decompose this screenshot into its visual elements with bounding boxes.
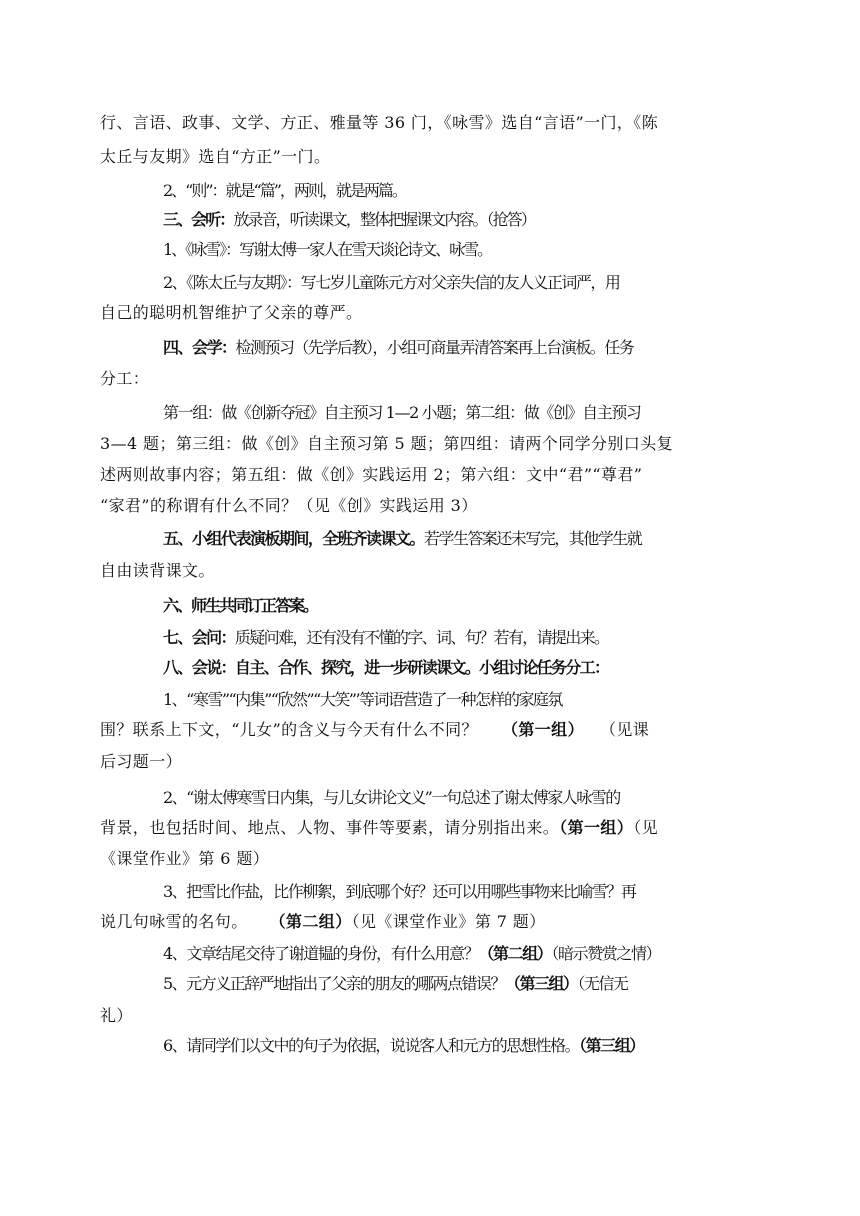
text-line [100,561,740,581]
line-text: 5、元方义正辞严地指出了父亲的朋友的哪两点错误？ [163,974,505,993]
line-text: 后习题一） [100,752,183,771]
heading-text: 三、会听： [163,210,234,229]
text-line [100,720,740,740]
text-line [163,273,803,293]
text-line [163,240,803,260]
text-line [100,912,740,932]
line-text: 述两则故事内容；第五组：做《创》实践运用 2；第六组：文中“君”“尊君” [100,465,643,484]
line-text: 若学生答案还未写完，其他学生就 [423,529,642,548]
text-line [100,465,740,485]
text-line [100,434,740,454]
text-line [163,181,803,201]
line-text: 2、《陈太丘与友期》：写七岁儿童陈元方对父亲失信的友人义正词严，用 [163,273,620,292]
text-line [100,496,740,516]
section-heading [163,529,803,549]
text-line [100,147,740,167]
line-text: 1、《咏雪》：写谢太傅一家人在雪天谈论诗文、咏雪。 [163,240,492,259]
text-line [163,1036,803,1056]
group-tag: （第一组） [501,720,584,739]
line-text: 3、把雪比作盐，比作柳絮，到底哪个好？还可以用哪些事物来比喻雪？再 [163,882,636,901]
section-heading [163,628,803,648]
group-tag: （第二组） [277,912,352,931]
line-text: 自由读背课文。 [100,561,215,580]
text-line [163,403,803,423]
heading-text: 七、会问： [163,628,235,647]
line-text: 2、“谢太傅寒雪日内集，与儿女讲论文义”一句总述了谢太傅家人咏雪的 [163,788,620,807]
line-text: 检测预习（先学后教），小组可商量弄清答案再上台演板。任务 [235,338,634,357]
line-text: 2、“则”：就是“篇”，两则，就是两篇。 [163,181,406,200]
line-text: 背景，也包括时间、地点、人物、事件等要素，请分别指出来。 [100,818,560,837]
line-text: 第一组：做《创新夺冠》自主预习 1—2 小题；第二组：做《创》自主预习 [163,403,641,422]
section-heading [163,338,803,358]
line-text: 礼） [100,1006,133,1025]
line-text: 4、文章结尾交待了谢道韫的身份，有什么用意？ [163,944,479,963]
text-line [163,690,803,710]
line-text: 《课堂作业》第 6 题） [100,849,270,868]
heading-text: 五、小组代表演板期间，全班齐读课文。 [163,529,424,548]
group-tag: （第三组） [579,1036,644,1055]
text-line [100,849,740,869]
section-heading [163,210,803,230]
heading-text: 六、师生共同订正答案。 [163,596,318,615]
line-text: 围？联系上下文，“儿女”的含义与今天有什么不同？ [100,720,478,739]
heading-text: 四、会学： [163,338,236,357]
text-line [100,113,740,133]
text-line [100,752,740,772]
text-line [163,882,803,902]
group-tag: （第二组） [478,944,552,963]
line-text: （无信无 [577,974,628,993]
group-tag: （第三组） [504,974,578,993]
text-line [163,974,803,994]
line-text: 太丘与友期》选自“方正”一门。 [100,147,331,166]
line-text: 说几句咏雪的名句。 [100,912,248,931]
line-text: 质疑问难，还有没有不懂的字、词、句？若有，请提出来。 [234,628,609,647]
line-text: 放录音，听读课文，整体把握课文内容。（抢答） [233,210,535,229]
line-text: 自己的聪明机智维护了父亲的尊严。 [100,303,363,322]
line-text: 分工： [100,369,150,388]
line-text: 3—4 题；第三组：做《创》自主预习第 5 题；第四组：请两个同学分别口头复 [100,434,673,453]
text-line [100,369,740,389]
heading-text: 八、会说：自主、合作、探究，进一步研读课文。小组讨论任务分工： [163,658,609,677]
line-text: 1、“寒雪”“内集”“欣然”“大笑”’等词语营造了一种怎样的家庭氛 [163,690,562,709]
text-line [163,944,803,964]
line-text: （暗示赞赏之情） [551,944,661,963]
line-text: （见课 [607,720,650,739]
line-text: （见 [633,818,659,837]
text-line [100,1006,740,1026]
text-line [100,303,740,323]
line-text: “家君”的称谓有什么不同？（见《创》实践运用 3） [100,496,478,515]
line-text: （见《课堂作业》第 7 题） [351,912,546,931]
line-text: 6、请同学们以文中的句子为依据，说说客人和元方的思想性格。 [163,1036,580,1055]
group-tag: （第一组） [559,818,634,837]
text-line [100,818,740,838]
line-text: 行、言语、政事、文学、方正、雅量等 36 门，《咏雪》选自“言语”一门，《陈 [100,113,659,132]
section-heading [163,658,803,678]
text-line [163,788,803,808]
section-heading [163,596,803,616]
